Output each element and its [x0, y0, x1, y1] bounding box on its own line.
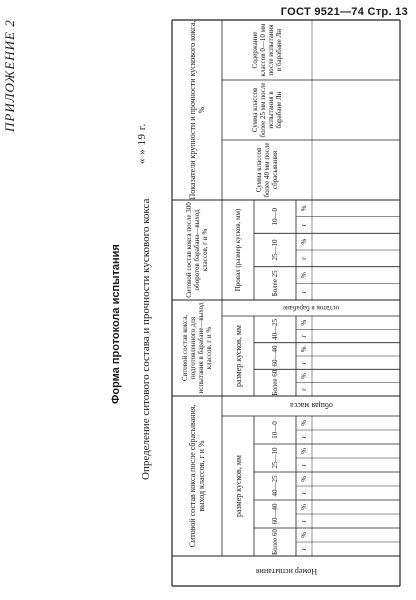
after300-unit-pct-0: %	[300, 272, 308, 278]
after300-size-1: 25—10	[271, 239, 279, 261]
appendix-label: ПРИЛОЖЕНИЕ 2	[2, 19, 17, 132]
drop-unit-pct-3: %	[300, 448, 308, 454]
drop-unit-g-0: г	[300, 547, 308, 551]
group-indicators-header: Показатели крупности и прочности кускового кокса, %	[188, 20, 206, 200]
drum-size-2: 40—25	[271, 318, 279, 340]
drop-unit-pct-2: %	[300, 476, 308, 482]
drop-total-mass: общая масса	[289, 401, 333, 411]
drum-size-0: Более 60	[271, 369, 279, 396]
subtitle: Определение ситового состава и прочности кускового кокса	[140, 198, 152, 480]
drop-unit-g-3: г	[300, 463, 308, 467]
after300-unit-g-0: г	[300, 290, 308, 294]
after300-unit-pct-2: %	[300, 205, 308, 212]
after300-unit-pct-1: %	[300, 238, 308, 245]
group-drum-header: Ситовой состав кокса, подготовленного для испытания в барабане—выход классов, г и %	[181, 302, 213, 394]
after300-size-0: Более 25	[271, 270, 279, 297]
drop-size-header: размер кусков, мм	[233, 455, 243, 517]
drum-size-header: размер кусков, мм	[233, 325, 243, 387]
drum-unit-g-2: г	[300, 334, 308, 338]
drop-size-1: 60—40	[271, 503, 279, 525]
after300-size-2: 10—0	[271, 207, 279, 226]
indicator-2: Сумма классов более 25 мм после испытания в барабане Лн	[251, 82, 283, 138]
after300-unit-g-2: г	[300, 223, 308, 227]
drop-size-4: 10—0	[271, 421, 279, 439]
col-test-number: Номер испытания	[255, 566, 317, 576]
indicator-1: Сумма классов более 40 мм после сбрасывания	[255, 142, 279, 198]
gost-header: ГОСТ 9521—74 Стр. 13	[280, 6, 408, 18]
drum-residue: остаток в барабане	[282, 303, 340, 312]
group-after300-header: Ситовой состав кокса после 300 оборотов барабана—выход классов, г и %	[185, 202, 209, 298]
drop-unit-pct-0: %	[300, 532, 308, 538]
date-template: « » 19 г.	[136, 123, 148, 164]
drop-size-3: 25—10	[271, 447, 279, 469]
drop-unit-g-4: г	[300, 435, 308, 439]
drum-unit-pct-2: %	[300, 319, 308, 326]
drum-unit-pct-1: %	[300, 346, 308, 353]
after300-size-header: Провал (размер кусков, мм)	[234, 208, 242, 292]
drop-unit-g-2: г	[300, 491, 308, 495]
drum-unit-g-1: г	[300, 361, 308, 365]
form-title: Форма протокола испытания	[110, 244, 122, 404]
after300-unit-g-1: г	[300, 256, 308, 260]
drum-unit-pct-0: %	[300, 373, 308, 379]
indicator-3: Содержание классов 0—10 мм после испытания в барабане Лн	[251, 23, 283, 77]
group-drop-header: Ситовой состав кокса после сбрасывания, выход классов, г и %	[188, 404, 206, 548]
drop-size-0: Более 60	[271, 529, 279, 555]
drum-unit-g-0: г	[300, 387, 308, 391]
drop-unit-pct-1: %	[300, 504, 308, 510]
drum-size-1: 60—40	[271, 345, 279, 367]
drop-unit-g-1: г	[300, 519, 308, 523]
drop-size-2: 40—25	[271, 475, 279, 497]
drop-unit-pct-4: %	[300, 420, 308, 426]
